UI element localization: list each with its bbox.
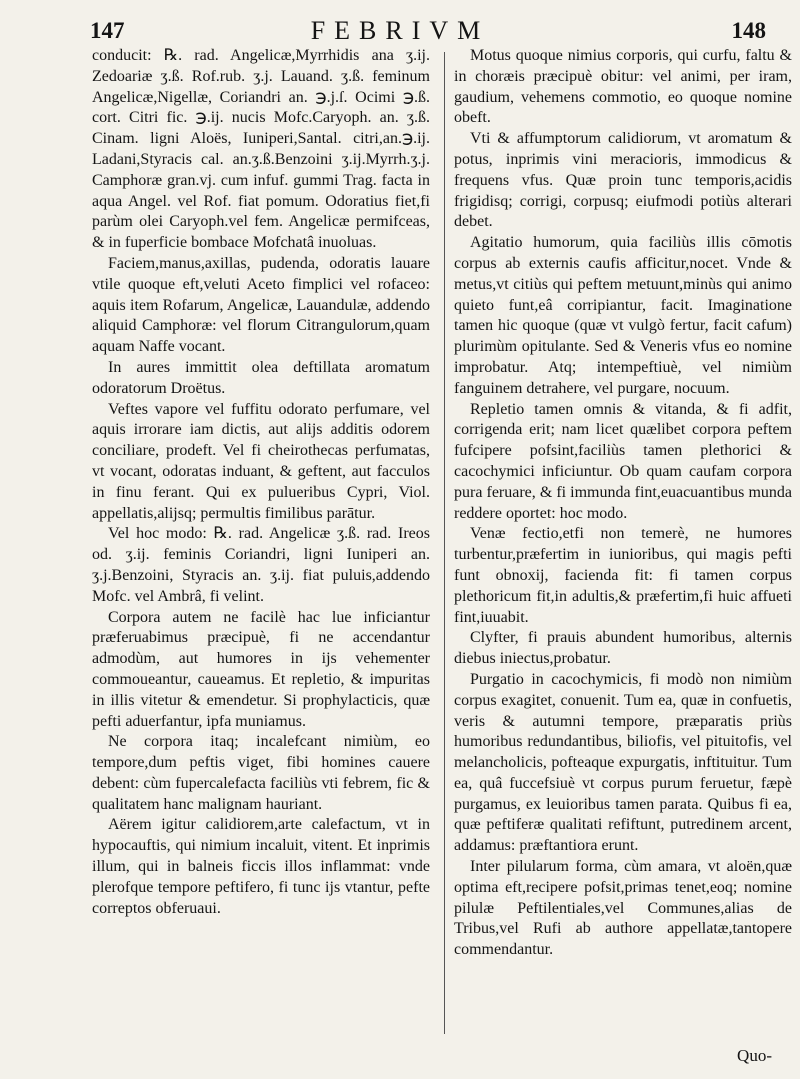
paragraph: In aures immittit olea deftillata aromatum odoratorum Droëtus. (92, 358, 430, 397)
left-column (92, 46, 430, 919)
paragraph: Vel hoc modo: ℞. rad. Angelicæ ʒ.ß. rad. Ireos od. ʒ.ij. feminis Coriandri, ligni Iuniperi an. ʒ.j.Benzoini, Styracis an. ʒ.ij. fiat puluis,addendo Mofc. vel Ambrâ, fi velint. (92, 525, 430, 605)
paragraph: Veftes vapore vel fuffitu odorato perfumare, vel aquis irrorare iam dictis, aut alijs additis odorem conciliare, prodeft. Vel fi cheirothecas perfumatas, vt vocant, odoratas induant, & geftent, aut facculos in finu ferant. Qui ex pulueribus Cypri, Viol. appellatis,alijsq; permultis fimilibus parātur. (92, 400, 430, 522)
page-number-right: 148 (731, 18, 766, 43)
paragraph: Inter pilularum forma, cùm amara, vt aloën,quæ optima eft,recipere pofsit,primas tenet,eoq; nomine pilulæ Peftilentiales,vel Communes,alias de Tribus,vel Rufi ab authore appellatæ,tantopere commendantur. (454, 858, 792, 959)
running-title: FEBRIVM (310, 16, 490, 45)
paragraph: Repletio tamen omnis & vitanda, & fi adfit, corrigenda erit; nam licet quælibet corpora peftem fufcipere pofsint,faciliùs tamen plethorici & cacochymici inficiuntur. Ob quam caufam corpora pura feruare, & fi immunda fint,euacuantibus munda reddere oportet: hoc modo. (454, 400, 792, 522)
column-rule (444, 52, 445, 1034)
paragraph: Motus quoque nimius corporis, qui curfu, faltu & in choræis præcipuè obitur: vel animi, per iram, gaudium, vehemens commotio, eo quoque nomine obeft. (454, 47, 792, 127)
paragraph: Corpora autem ne facilè hac lue inficiantur præferuabimus præcipuè, fi ne accendantur admodùm, aut humores in ijs vehementer commoueantur, caueamus. Et repletio, & impuritas in illis vitetur & emendetur. Si prophylacticis, quæ pefti aduerfantur, ipfa muniamus. (92, 608, 430, 730)
right-column (454, 46, 792, 961)
paragraph: Venæ fectio,etfi non temerè, ne humores turbentur,præfertim in iunioribus, qui magis pefti funt obnoxij, facienda fit: fi tamen corpus plethoricum fit,in adultis,& præfertim,fi huic affueti fint,iuuabit. (454, 525, 792, 626)
paragraph: Agitatio humorum, quia faciliùs illis cōmotis corpus ab externis caufis afficitur,nocet. Vnde & metus,vt citiùs qui peftem metuunt,minùs qui animo quieto funt,eâ corripiantur, facit. Imaginatione tamen hic quoque (quæ vt vulgò fertur, facit cafum) plurimùm opitulante. Sed & Veneris vfus eo nomine improbatur. Atq; intempeftiuè, vel nimiùm fanguinem detrahere, vel purgare, nocuum. (454, 234, 792, 397)
page-number-left: 147 (90, 18, 125, 43)
page-header (0, 14, 800, 48)
paragraph: Ne corpora itaq; incalefcant nimiùm, eo tempore,dum peftis viget, fibi homines cauere debent: cùm fupercalefacta faciliùs vti febrem, fic & qualitatem hanc malignam hauriant. (92, 733, 430, 813)
catchword: Quo- (737, 1046, 772, 1065)
paragraph: Faciem,manus,axillas, pudenda, odoratis lauare vtile quoque eft,veluti Aceto fimplici vel rofaceo: aquis item Rofarum, Angelicæ, Lauandulæ, addendo aliquid Camphoræ: vel florum Citrangulorum,quam aquam Naffe vocant. (92, 254, 430, 356)
paragraph: Vti & affumptorum calidiorum, vt aromatum & potus, inprimis vini meracioris, immodicus & frequens vfus. Quæ proin tunc temporis,acidis frigidisq; corrigi, corpusq; eiufmodi potiùs alterari debet. (454, 130, 792, 231)
paragraph: Purgatio in cacochymicis, fi modò non nimiùm corpus exagitet, conuenit. Tum ea, quæ in confuetis, veris & autumni tempore, præparatis priùs humoribus redundantibus, biliofis, vel pituitofis, vel melancholicis, pofteaque expurgatis, inftituitur. Tum ea, quâ fuccefsiuè vt corpus purum feruetur, fæpè purgamus, ex leuioribus tamen parata. Quibus fi ea, quæ peftiferæ qualitati refiftunt, putredinem arcent, addamus: præftantiora erunt. (454, 670, 792, 855)
paragraph: Clyfter, fi prauis abundent humoribus, alternis diebus iniectus,probatur. (454, 629, 792, 668)
paragraph: Aërem igitur calidiorem,arte calefactum, vt in hypocauftis, qui nimium incaluit, vitent. Et inprimis illum, qui in balneis ficcis illos inflammat: vnde plerofque tempore peftifero, fi tunc ijs vtantur, pefte correptos obferuaui. (92, 816, 430, 917)
paragraph: conducit: ℞. rad. Angelicæ,Myrrhidis ana ʒ.ij. Zedoariæ ʒ.ß. Rof.rub. ʒ.j. Lauand. ʒ.ß. feminum Angelicæ,Nigellæ, Coriandri an. ℈.j.ſ. Ocimi ℈.ß. cort. Citri fic. ℈.ij. nucis Mofc.Caryoph. an. ʒ.ß. Cinam. ligni Aloës, Iuniperi,Santal. citri,an.℈.ij. Ladani,Styracis cal. an.ʒ.ß.Benzoini ʒ.ij.Myrrh.ʒ.j. Camphoræ gran.vj. cum infuf. gummi Trag. facta in aqua Angel. vel Rof. fiat pomum. Odoratius fiet,fi parùm olei Caryoph.vel fem. Angelicæ permifceas, & in fuperficie bombace Mofchatâ inuoluas. (92, 47, 430, 252)
